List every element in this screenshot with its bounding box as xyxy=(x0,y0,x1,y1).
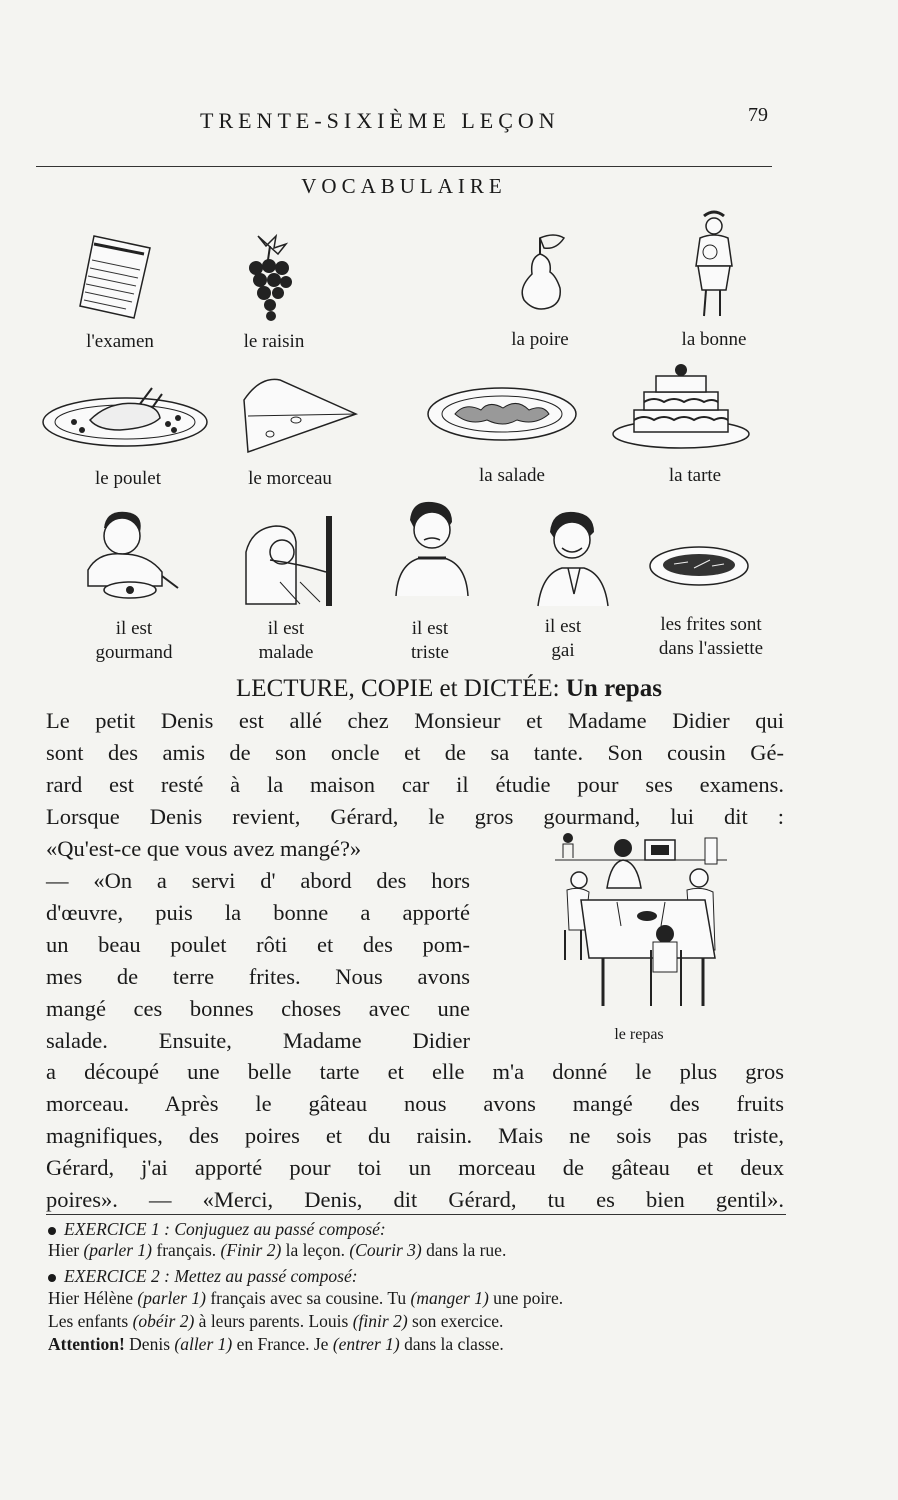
exercise-2-line-3 xyxy=(48,1334,504,1355)
vocab-label-sad-line1: il est xyxy=(411,618,449,639)
cake-illustration xyxy=(610,360,752,452)
vocab-label-gourmand-line2: gourmand xyxy=(95,642,173,663)
exam-paper-illustration xyxy=(76,232,154,322)
text-part: la leçon. xyxy=(281,1240,350,1260)
reading-line-9: mes de terre frites. Nous avons xyxy=(46,964,470,989)
exercise-1-line xyxy=(48,1240,506,1261)
exercise-2-title xyxy=(48,1266,358,1287)
reading-title xyxy=(0,675,898,703)
exercise-2-title-text: EXERCICE 2 : Mettez au passé composé: xyxy=(64,1266,358,1286)
vocab-label-pear: la poire xyxy=(511,329,569,350)
reading-line-5: «Qu'est-ce que vous avez mangé?» xyxy=(46,836,362,861)
vocab-label-fries-line2: dans l'assiette xyxy=(658,638,764,659)
reading-line-14: magnifiques, des poires et du raisin. Mais ne sois pas triste, xyxy=(46,1123,784,1148)
exercise-1-title-text: EXERCICE 1 : Conjuguez au passé composé: xyxy=(64,1219,386,1239)
meal-caption: le repas xyxy=(614,1026,664,1043)
verb-prompt: (entrer 1) xyxy=(332,1334,400,1354)
text-part: dans la classe. xyxy=(399,1334,504,1354)
text-part: dans la rue. xyxy=(421,1240,507,1260)
vocab-label-fries-line1: les frites sont xyxy=(660,614,762,635)
verb-prompt: (manger 1) xyxy=(410,1288,489,1308)
vocab-label-fries xyxy=(626,613,796,661)
text-part: en France. Je xyxy=(232,1334,333,1354)
verb-prompt: (obéir 2) xyxy=(132,1311,195,1331)
vocab-label-maid: la bonne xyxy=(681,329,747,350)
verb-prompt: (parler 1) xyxy=(137,1288,206,1308)
vocab-label-happy-line1: il est xyxy=(544,616,582,637)
reading-line-8: un beau poulet rôti et des pom- xyxy=(46,932,470,957)
text-part: Denis xyxy=(124,1334,175,1354)
text-part: Hier xyxy=(48,1240,84,1260)
reading-line-11: salade. Ensuite, Madame Didier xyxy=(46,1028,470,1053)
bullet-icon xyxy=(48,1227,56,1235)
vocab-label-tart: la tarte xyxy=(668,465,722,486)
text-part: Les enfants xyxy=(48,1311,133,1331)
pear-illustration xyxy=(510,228,574,314)
salad-plate-illustration xyxy=(425,384,579,446)
verb-prompt: (finir 2) xyxy=(352,1311,408,1331)
text-part: français. xyxy=(152,1240,221,1260)
exercise-2-line-1 xyxy=(48,1288,563,1309)
vocab-label-happy xyxy=(508,615,618,663)
chicken-plate-illustration xyxy=(40,384,210,450)
reading-line-2: sont des amis de son oncle et de sa tante. Son cousin Gé- xyxy=(46,740,784,765)
cheese-slice-illustration xyxy=(240,376,360,456)
page-number: 79 xyxy=(748,104,768,126)
reading-line-12: a découpé une belle tarte et elle m'a donné le plus gros xyxy=(46,1059,784,1084)
vocab-label-gourmand-line1: il est xyxy=(115,618,153,639)
reading-line-10: mangé ces bonnes choses avec une xyxy=(46,996,470,1021)
vocab-label-piece: le morceau xyxy=(248,468,332,489)
text-part: Hier Hélène xyxy=(48,1288,138,1308)
sad-boy-illustration xyxy=(390,500,474,604)
vocab-label-grape: le raisin xyxy=(243,331,305,352)
vocab-label-happy-line2: gai xyxy=(551,640,575,661)
text-part: une poire. xyxy=(488,1288,564,1308)
verb-prompt: (parler 1) xyxy=(83,1240,153,1260)
grapes-illustration xyxy=(238,232,300,326)
vocab-label-sick-line2: malade xyxy=(258,642,314,663)
reading-line-15: Gérard, j'ai apporté pour toi un morceau de gâteau et deux xyxy=(46,1155,784,1180)
reading-title-prefix: LECTURE, COPIE et DICTÉE: xyxy=(236,675,560,702)
header-divider xyxy=(36,166,772,167)
reading-line-3: rard est resté à la maison car il étudie pour ses examens. xyxy=(46,772,784,797)
verb-prompt: (aller 1) xyxy=(174,1334,233,1354)
vocab-label-sick xyxy=(216,617,356,665)
exercise-1-title xyxy=(48,1219,386,1240)
vocab-label-salad: la salade xyxy=(479,465,545,486)
vocabulary-title: VOCABULAIRE xyxy=(301,174,507,198)
reading-line-4: Lorsque Denis revient, Gérard, le gros gourmand, lui dit : xyxy=(46,804,784,829)
fries-plate-illustration xyxy=(648,544,750,588)
vocab-label-sad xyxy=(370,617,490,665)
reading-line-7: d'œuvre, puis la bonne a apporté xyxy=(46,900,470,925)
reading-title-bold: Un repas xyxy=(565,675,662,702)
gourmand-boy-illustration xyxy=(78,506,182,606)
bullet-icon xyxy=(48,1274,56,1282)
text-part: français avec sa cousine. Tu xyxy=(205,1288,411,1308)
reading-line-13: morceau. Après le gâteau nous avons mangé des fruits xyxy=(46,1091,784,1116)
vocab-label-sick-line1: il est xyxy=(267,618,305,639)
reading-line-16: poires». — «Merci, Denis, dit Gérard, tu es bien gentil». xyxy=(46,1187,784,1212)
text-part: son exercice. xyxy=(407,1311,504,1331)
exercise-2-line-2 xyxy=(48,1311,503,1332)
meal-scene-illustration xyxy=(555,830,727,1012)
lesson-title: TRENTE-SIXIÈME LEÇON xyxy=(200,108,560,133)
vocab-label-sad-line2: triste xyxy=(411,642,449,663)
sick-boy-illustration xyxy=(240,512,340,608)
reading-line-6: — «On a servi d' abord des hors xyxy=(46,868,470,893)
vocab-label-exam: l'examen xyxy=(86,331,154,352)
vocab-label-chicken: le poulet xyxy=(95,468,161,489)
happy-boy-illustration xyxy=(534,510,614,610)
maid-illustration xyxy=(690,208,738,320)
verb-prompt: (Courir 3) xyxy=(349,1240,422,1260)
verb-prompt: (Finir 2) xyxy=(220,1240,282,1260)
text-part: à leurs parents. Louis xyxy=(194,1311,353,1331)
exercises-divider xyxy=(46,1214,786,1215)
attention-label: Attention! xyxy=(48,1334,125,1354)
vocab-label-gourmand xyxy=(54,617,214,665)
reading-line-1: Le petit Denis est allé chez Monsieur et Madame Didier qui xyxy=(46,708,784,733)
